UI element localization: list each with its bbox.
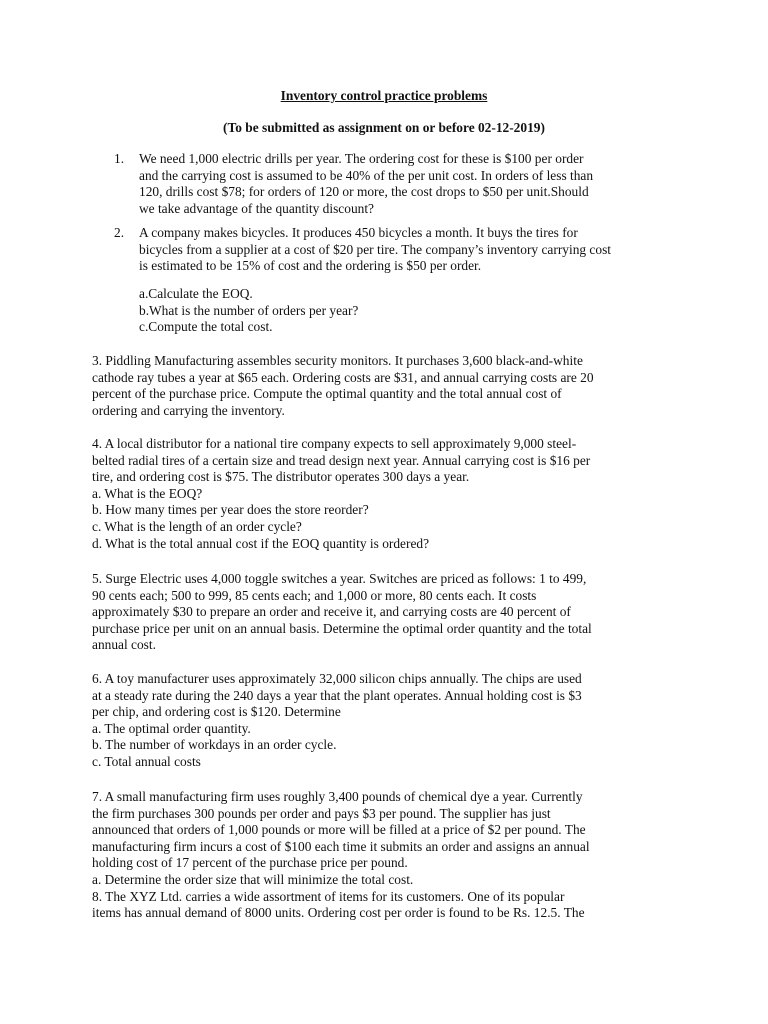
text-line: We need 1,000 electric drills per year. The ordering cost for these is $100 per order: [139, 151, 584, 166]
text-line: we take advantage of the quantity discount?: [139, 200, 374, 216]
subpart-line: a.Calculate the EOQ.: [139, 286, 253, 301]
question-6: [92, 671, 680, 771]
question-number: 2.: [114, 225, 125, 240]
text-line: holding cost of 17 percent of the purchase price per pound.: [92, 855, 408, 871]
text-line: cathode ray tubes a year at $65 each. Ordering costs are $31, and annual carrying costs are 20: [92, 369, 594, 385]
question-2-subparts: [139, 286, 358, 336]
text-line: b. How many times per year does the store reorder?: [92, 502, 369, 518]
text-line: 4. A local distributor for a national tire company expects to sell approximately 9,000 steel-: [92, 436, 577, 451]
text-line: a. The optimal order quantity.: [92, 720, 251, 736]
document-subtitle: (To be submitted as assignment on or before 02-12-2019): [223, 120, 545, 135]
question-text: [139, 151, 679, 217]
text-line: approximately $30 to prepare an order and receive it, and carrying costs are 40 percent of: [92, 604, 571, 620]
text-line: 90 cents each; 500 to 999, 85 cents each; and 1,000 or more, 80 cents each. It costs: [92, 587, 537, 603]
text-line: announced that orders of 1,000 pounds or more will be filled at a price of $2 per pound. The: [92, 822, 586, 838]
text-line: purchase price per unit on an annual basis. Determine the optimal order quantity and the total: [92, 620, 592, 636]
question-3: [92, 353, 680, 419]
text-line: 6. A toy manufacturer uses approximately 32,000 silicon chips annually. The chips are used: [92, 671, 582, 686]
text-line: and the carrying cost is assumed to be 40% of the per unit cost. In orders of less than: [139, 167, 594, 183]
text-line: 7. A small manufacturing firm uses roughly 3,400 pounds of chemical dye a year. Currently: [92, 789, 583, 804]
question-number: 1.: [114, 151, 125, 166]
text-line: d. What is the total annual cost if the EOQ quantity is ordered?: [92, 535, 430, 551]
question-5: [92, 571, 680, 654]
text-line: ordering and carrying the inventory.: [92, 402, 285, 418]
subpart-line: b.What is the number of orders per year?: [139, 302, 359, 318]
question-7: [92, 789, 680, 922]
text-line: annual cost.: [92, 637, 156, 653]
text-line: 5. Surge Electric uses 4,000 toggle switches a year. Switches are priced as follows: 1 to 499,: [92, 571, 587, 586]
text-line: c. Total annual costs: [92, 753, 201, 769]
question-text: [139, 225, 679, 275]
document-title: Inventory control practice problems: [280, 88, 488, 103]
text-line: manufacturing firm incurs a cost of $100 each time it submits an order and assigns an annual: [92, 838, 590, 854]
subpart-line: c.Compute the total cost.: [139, 319, 273, 335]
text-line: percent of the purchase price. Compute the optimal quantity and the total annual cost of: [92, 386, 562, 402]
text-line: a. What is the EOQ?: [92, 485, 203, 501]
text-line: 120, drills cost $78; for orders of 120 or more, the cost drops to $50 per unit.Should: [139, 184, 589, 200]
text-line: items has annual demand of 8000 units. Ordering cost per order is found to be Rs. 12.5. The: [92, 905, 585, 921]
question-4: [92, 436, 680, 552]
text-line: b. The number of workdays in an order cycle.: [92, 737, 337, 753]
text-line: bicycles from a supplier at a cost of $20 per tire. The company’s inventory carrying cost: [139, 241, 611, 257]
text-line: at a steady rate during the 240 days a year that the plant operates. Annual holding cost is $3: [92, 687, 582, 703]
text-line: belted radial tires of a certain size and tread design next year. Annual carrying cost is $16 per: [92, 452, 591, 468]
text-line: c. What is the length of an order cycle?: [92, 518, 302, 534]
text-line: the firm purchases 300 pounds per order and pays $3 per pound. The supplier has just: [92, 805, 551, 821]
text-line: is estimated to be 15% of cost and the ordering is $50 per order.: [139, 258, 482, 274]
text-line: per chip, and ordering cost is $120. Determine: [92, 704, 341, 720]
text-line: A company makes bicycles. It produces 450 bicycles a month. It buys the tires for: [139, 225, 578, 240]
text-line: 3. Piddling Manufacturing assembles security monitors. It purchases 3,600 black-and-white: [92, 353, 583, 368]
text-line: tire, and ordering cost is $75. The distributor operates 300 days a year.: [92, 469, 470, 485]
text-line: 8. The XYZ Ltd. carries a wide assortment of items for its customers. One of its popular: [92, 888, 565, 904]
text-line: a. Determine the order size that will minimize the total cost.: [92, 871, 414, 887]
